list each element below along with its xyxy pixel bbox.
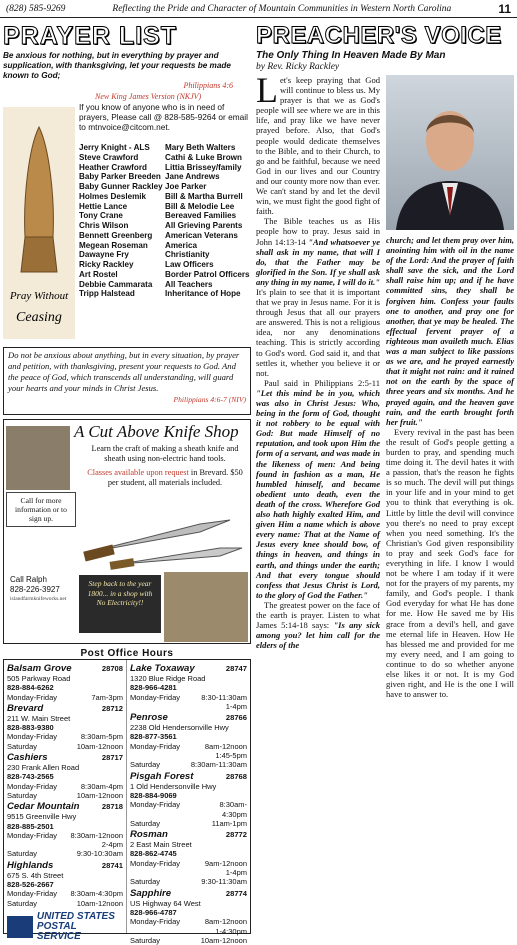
post-office-hours: 2-4pm [101,840,123,850]
preachers-voice-byline: by Rev. Ricky Rackley [256,62,340,72]
post-office-entry [7,703,123,751]
post-office-name: Lake Toxaway [130,663,195,674]
post-office-name-row [130,712,247,723]
post-office-entry [130,829,247,886]
post-office-hours: 4:30pm [221,809,247,819]
page-number: 11 [498,1,511,16]
prayer-name: Cathi & Luke Brown [165,152,242,162]
knife-shop-title: A Cut Above Knife Shop [74,422,239,441]
knife-shop-classes [82,468,248,488]
post-office-entry [7,663,123,702]
prayer-name: Inheritance of Hope [165,289,241,299]
article-paragraph: Every revival in the past has been the result of God's people getting a burden to pray, and spending much time doing it. The devil hates it with a passion, that's the reason he fights is so much. The devil will put things in your life and in your mind to get you to think that everything is ok. Little by little the devil will convince you there's no need to pray except when you need something. It's the Christian's God given responsibility to pray and seek God's face for everything in life. I know I would not be where I am today if it were not for the prayers of my parents, my family, and God's people. I thank God everyday for what He has done for me. How He saved me by His grace from a devil's hell, and gave me eternal life in Heaven. How He has blessed me and provided for me my every need, and I am going to continue to do so whether anyone else likes it or not. It is my God given right, and He is the one I will have to answer to. [386,426,514,700]
prayer-list-body [3,92,251,347]
preachers-voice-subtitle: The Only Thing In Heaven Made By Man [256,50,446,61]
author-photo [386,75,514,230]
post-office-column-right [127,660,250,945]
prayer-name: Baby Parker Breeden [79,172,161,182]
prayer-name: Baby Gunner Rackley [79,182,163,191]
classes-details: in Brevard. $50 per student, all materials included. [107,468,243,487]
post-office-address: 2 East Main Street [130,840,192,850]
post-office-entry [7,801,123,858]
prayer-name: All Grieving Parents [165,221,243,230]
post-office-name: Penrose [130,712,168,724]
left-column [3,22,251,945]
post-office-name-row [7,663,123,674]
knife-shop-description: Learn the craft of making a sheath knife and sheath using non-electric hand tools. [91,444,239,463]
post-office-zip: 28772 [225,830,247,840]
post-office-phone: 828-884-6262 [7,683,54,693]
call-name: Call Ralph [10,575,47,584]
usps-logo [7,912,123,942]
post-office-hours: Saturday 10am-12noon [7,790,123,800]
post-office-name: Highlands [7,859,54,871]
workshop-photo [164,572,248,642]
post-office-entry [7,752,123,800]
prayer-name: Border Patrol Officers [165,269,250,279]
post-office-hours: Saturday 11am-1pm [130,818,247,828]
prayer-name: Bill & Melodie Lee [165,201,235,211]
header-tagline: Reflecting the Pride and Character of Mountain Communities in Western North Carolina [112,3,452,14]
author-portrait-icon [386,75,514,230]
image-caption-2: Ceasing [16,310,62,325]
call-ralph [10,575,60,595]
prayer-intro: Be anxious for nothing, but in everything by prayer and supplication, with thanksgiving, let your requests be made known to God; [3,51,231,80]
prayer-name: Hettie Lance [79,201,128,211]
post-office-name-row [7,860,123,871]
article-body [256,70,514,787]
post-office-address: 1320 Blue Ridge Road [130,674,206,683]
verse-text: Do not be anxious about anything, but in every situation, by prayer and petition, with thanksgiving, present your requests to God. And the peace of God, which transcends all understanding, will guard your hearts and your minds in Christ Jesus. [8,350,240,393]
post-office-address: 9515 Greenville Hwy [7,812,77,822]
article-column-1 [256,70,380,651]
preachers-voice-title: PREACHER'S VOICE [256,22,502,49]
nkjv-label: New King James Version (NKJV) [95,92,202,101]
post-office-phone: 828-966-4787 [130,907,177,917]
post-office-hours: 1-4pm [225,868,247,878]
right-column [256,22,514,787]
article-paragraph: church; and let them pray over him, anointing him with oil in the name of the Lord: And the prayer of faith shall save the sick, and the Lord shall raise him up; and if he have committed sins, they shall be forgiven him. Confess your faults one to another, and pray one for another, that ye may be healed. The effectual fervent prayer of a righteous man availeth much. Elias was a man subject to like passions as we are, and he prayed earnestly that it might not rain: and it rained not on the earth by the space of three years and six months. And he prayed again, and the heaven gave rain, and the earth brought forth her fruit." [386,235,514,427]
prayer-name: Bill & Martha Burrell [165,191,243,201]
post-office-name-row [130,829,247,840]
prayer-name: Jerry Knight - ALS [79,143,150,152]
shop-website[interactable]: islandfarmknifeworks.net [10,596,67,602]
prayer-name: American Veterans [165,230,238,240]
post-office-hours: Monday-Friday 8:30am-4:30pm [7,889,123,899]
post-office-entry [130,771,247,828]
info-callout: Call for more information or to sign up. [6,492,76,527]
prayer-intro-ref: Philippians 4:6 [183,81,233,90]
article-paragraph: The Bible teaches us as His people how to pray. Jesus said in John 14:13-14 "And whatsoever ye shall ask in my name, that will I do, that the Father may be glorified in the Son. If ye shall ask any thing in my name, I will do it." It's plain to see that it is important that we pray in Jesus name. For it is through Jesus that all our prayers are answered. This is not a religious idea, nor any denominations teaching. This is strictly according to God's word. God said it, and that settles it, whether you believe it or not. [256,216,380,378]
post-office-title: Post Office Hours [80,648,174,659]
prayer-name: Dawayne Fry [79,250,129,260]
post-office-phone: 828-884-9069 [130,790,177,800]
post-office-zip: 28768 [225,771,247,781]
post-office-name-row [7,801,123,812]
prayer-name: Jane Andrews [165,172,220,182]
post-office-phone: 828-877-3561 [130,732,177,742]
usps-line-2: POSTAL SERVICE [36,920,81,942]
prayer-name: Ricky Rackley [79,260,134,269]
post-office-entry [130,888,247,945]
article-paragraph: Let's keep praying that God will continue to bless us. My prayer is that we as God's people will see where we are in this life, and pray like we have never prayed before. Also, that God's people would dedicate themselves to the Bible, and to their Church, to go and be faithful, because we need God in our lives and our Country and our county more now than ever. We can't stand by and let the devil win, we must fight the good fight of faith. [256,70,380,217]
post-office-zip: 28774 [225,888,247,898]
article-column-2 [386,235,514,699]
post-office-zip: 28712 [101,703,123,713]
post-office-hours: 1-4pm [225,701,247,711]
back-in-time-banner: Step back to the year 1800... in a shop with No Electricity!! [79,575,161,633]
post-office-zip: 28718 [101,802,123,812]
post-office-name: Balsam Grove [7,663,72,674]
page-header [0,0,517,18]
post-office-address: US Highway 64 West [130,898,201,908]
post-office-entry [7,860,123,908]
prayer-name: All Teachers [165,279,213,289]
prayer-contact: If you know of anyone who is in need of prayers, Please call @ 828-585-9264 or email to mtnvoice@citcom.net. [79,102,248,132]
dropcap: L [256,70,278,110]
post-office-zip: 28766 [225,713,247,723]
article-paragraph: The greatest power on the face of the earth is prayer. Listen to what James 5:14-18 says: "Is any sick among you? let him call for the elders of the [256,599,380,651]
post-office-entry [130,712,247,769]
prayer-names-grid [79,143,251,299]
usps-line-1: UNITED STATES [36,910,115,922]
post-office-table [3,659,251,945]
post-office-zip: 28741 [101,860,123,870]
post-office-name-row [130,771,247,782]
post-office-zip: 28747 [225,664,247,673]
post-office-hours: Monday-Friday 9am-12noon [130,858,247,868]
post-office-hours: Saturday 10am-12noon [7,898,123,908]
header-phone: (828) 585-9269 [6,3,66,14]
post-office-name: Pisgah Forest [130,770,194,782]
prayer-name: Bennett Greenberg [79,230,153,240]
post-office-address: 230 Frank Allen Road [7,763,80,773]
post-office-address: 675 S. 4th Street [7,870,64,880]
post-office-phone: 828-883-9380 [7,723,54,733]
post-office-hours: Monday-Friday 8:30am-5pm [7,732,123,742]
post-office-address: 1 Old Hendersonville Hwy [130,781,217,791]
post-office-hours: Monday-Friday 8:30am-4pm [7,781,123,791]
verse-box [3,347,251,415]
prayer-name: America [165,240,197,250]
article-paragraph: Paul said in Philippians 2:5-11 "Let this mind be in you, which was also in Christ Jesus: Who, being in the form of God, thought it not robbery to be equal with God: But made Himself of no reputation, and took upon Him the form of a servant, and was made in the likeness of men: And being found in fashion as a man, He humbled himself, and became obedient unto death, even the death of the cross. Wherefore God also hath highly exalted Him, and given Him a name which is above every name: That at the Name of Jesus every knee should bow, of things in heaven, and things in earth, and things under the earth; And that every tongue should confess that Jesus Christ is Lord, to the glory of God the Father." [256,377,380,600]
post-office-name: Brevard [7,702,44,714]
knives-icon [80,502,248,572]
prayer-list-title: PRAYER LIST [3,22,178,50]
post-office-address: 2238 Old Hendersonville Hwy [130,723,229,733]
post-office-phone: 828-862-4745 [130,849,177,859]
eagle-icon [7,916,33,938]
post-office-hours: Saturday 9:30-11:30am [130,877,247,887]
prayer-name: Heather Crawford [79,162,147,172]
post-office-column-left [4,660,127,942]
post-office-hours: Monday-Friday 7am-3pm [7,692,123,702]
post-office-name: Cedar Mountain [7,801,80,813]
verse-ref: Philippians 4:6-7 (NIV) [173,395,246,404]
post-office-name: Rosman [130,829,168,841]
post-office-hours: Saturday 8:30am-11:30am [130,760,247,770]
post-office-phone: 828-526-2667 [7,880,54,890]
post-office-address: 505 Parkway Road [7,674,71,683]
post-office-name-row [7,703,123,714]
post-office-name: Sapphire [130,887,172,899]
prayer-name: Littia Brissey/family [165,162,242,172]
post-office-hours: Monday-Friday 8am-12noon [130,741,247,751]
post-office-name-row [130,888,247,899]
image-caption-1: Pray Without [9,290,69,302]
post-office-entry [130,663,247,711]
prayer-name: Tony Crane [79,211,123,221]
post-office-name-row [130,663,247,674]
call-phone: 828-226-3927 [10,585,60,594]
prayer-name: Bereaved Families [165,211,237,221]
post-office-address: 211 W. Main Street [7,713,71,723]
prayer-name: Tripp Halstead [79,289,135,299]
post-office-hours: 1-4:30pm [215,926,247,936]
prayer-name: Megean Roseman [79,240,148,250]
post-office-hours: Monday-Friday 8:30-11:30am [130,692,247,702]
post-office-hours: Saturday 10am-12noon [7,741,123,751]
prayer-name: Holmes Deslemik [79,191,147,201]
post-office-zip: 28717 [101,753,123,763]
post-office-hours: Saturday 9:30-10:30am [7,849,123,859]
post-office-zip: 28708 [101,664,123,673]
prayer-name: Chris Wilson [79,221,129,230]
post-office-hours: Monday-Friday 8:30am- [130,800,247,810]
prayer-name: Debbie Cammarata [79,279,153,289]
prayer-name: Law Officers [165,260,214,269]
post-office-hours: Monday-Friday 8:30am-12noon [7,830,123,840]
post-office-phone: 828-885-2501 [7,821,54,831]
craftsman-photo [6,426,70,490]
prayer-name: Steve Crawford [79,152,139,162]
prayer-name: Art Rostel [79,269,118,279]
praying-hands-icon [3,107,75,339]
prayer-name: Christianity [165,250,210,260]
post-office-name-row [7,752,123,763]
prayer-name: Mary Beth Walters [165,143,236,152]
post-office-name: Cashiers [7,752,48,764]
classes-available: Classes available upon request [87,468,189,477]
post-office-hours: Monday-Friday 8am-12noon [130,917,247,927]
post-office-phone: 828-966-4281 [130,683,177,693]
prayer-name: Joe Parker [165,182,207,191]
post-office-hours: 1:45-5pm [215,751,247,761]
post-office-phone: 828-743-2565 [7,772,54,782]
post-office-hours: Saturday 10am-12noon [130,935,247,945]
knife-shop-ad [3,419,251,644]
